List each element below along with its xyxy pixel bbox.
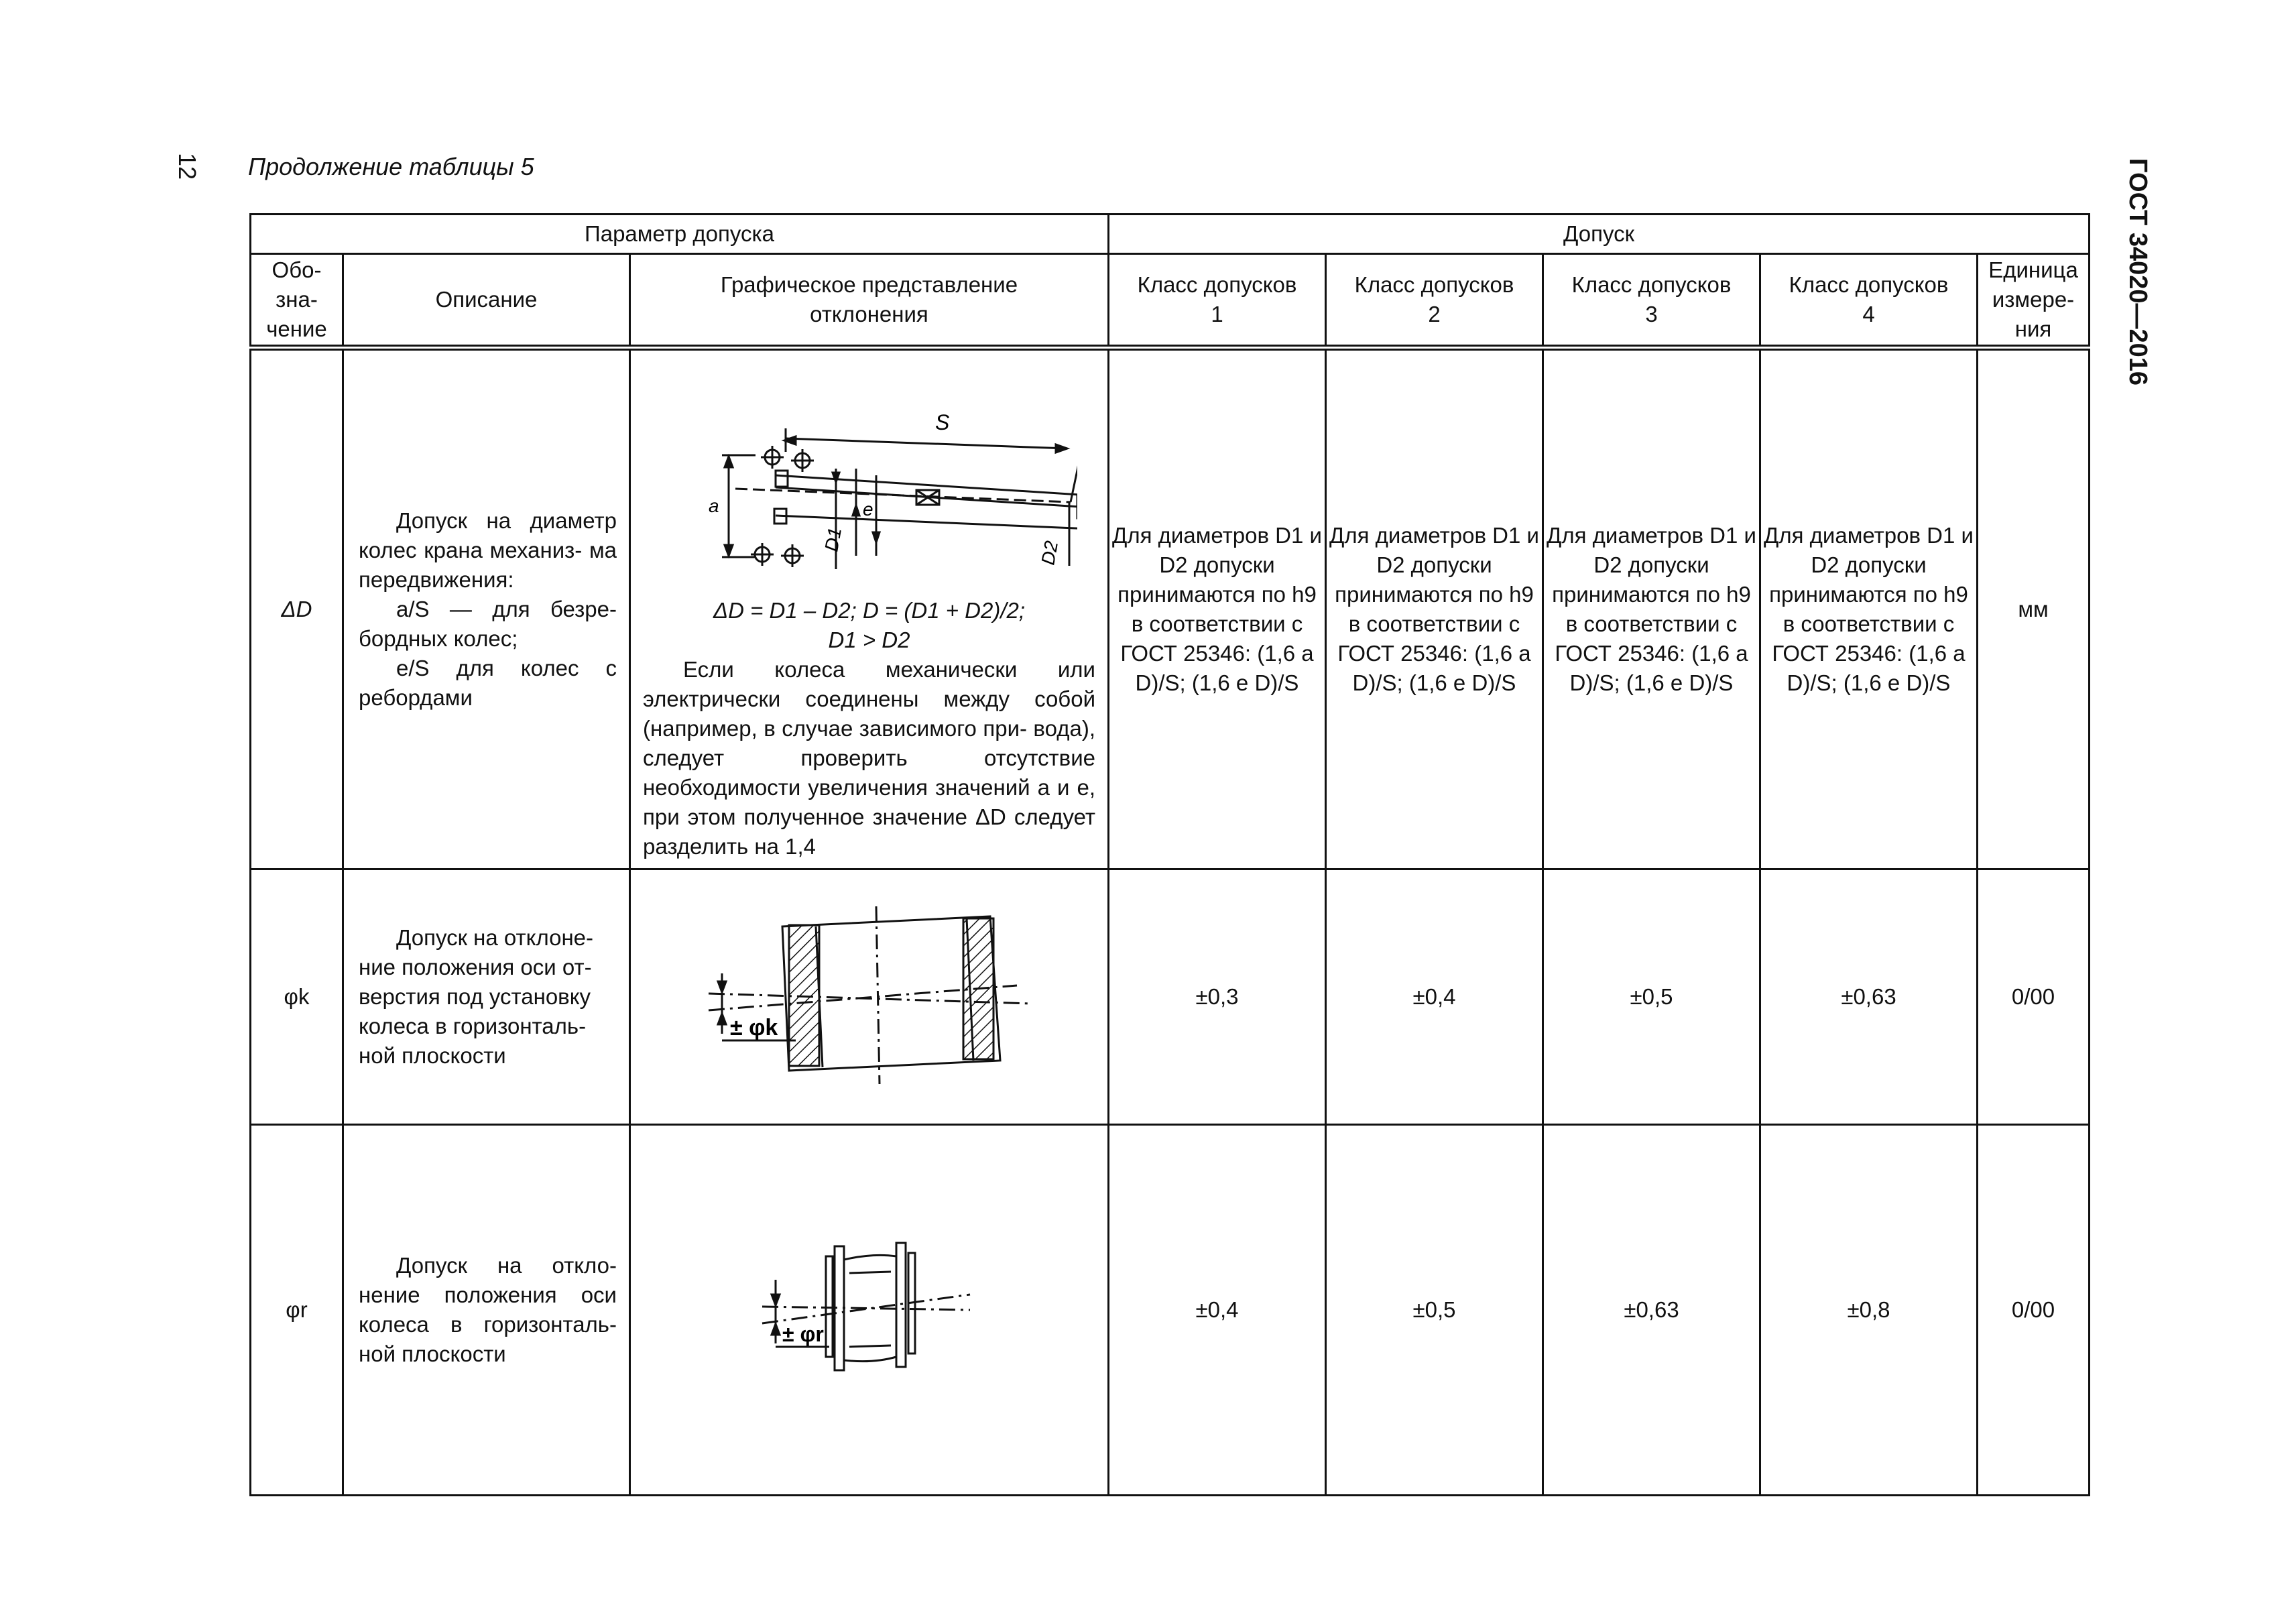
unit-cell: мм [1978, 348, 2090, 869]
formula-line: D1 > D2 [828, 627, 910, 652]
graphic-cell [630, 348, 1109, 869]
header-columns-row [251, 254, 2090, 348]
unit-cell: 0/00 [1978, 1125, 2090, 1496]
label-a: a [708, 495, 719, 516]
tolerance-class-2: Для диаметров D1 и D2 допуски принимаются по h9 в соответствии с ГОСТ 25346: (1,6 a D)/S; (1,6 e D)/S [1326, 348, 1543, 869]
tolerance-class-1: ±0,3 [1109, 869, 1326, 1125]
header-class-1: Класс допусков 1 [1109, 254, 1326, 348]
label-phi-r: ± φr [782, 1322, 824, 1346]
wheel-diameter-diagram [662, 402, 1077, 596]
label-s: S [934, 410, 949, 434]
header-param-group: Параметр допуска [251, 215, 1109, 254]
note-text: Если колеса механически или электрически соединены между собой (например, в случае зависимого при- вода), следует проверить отсутствие необходимости увеличения значений a и e, при этом полученное значение ΔD следует разделить на 1,4 [643, 657, 1095, 859]
graphic-cell [630, 1125, 1109, 1496]
formula-line: ΔD = D1 – D2; D = (D1 + D2)/2; [713, 598, 1026, 623]
label-d1: D1 [820, 526, 845, 554]
label-e: e [862, 499, 873, 520]
document-code: ГОСТ 34020—2016 [2124, 158, 2152, 386]
tolerance-class-3: Для диаметров D1 и D2 допуски принимаются по h9 в соответствии с ГОСТ 25346: (1,6 a D)/S; (1,6 e D)/S [1543, 348, 1760, 869]
page-number: 12 [174, 153, 201, 180]
hole-axis-diagram [695, 906, 1044, 1087]
description-cell [343, 348, 630, 869]
unit-cell: 0/00 [1978, 869, 2090, 1125]
graphic-cell [630, 869, 1109, 1125]
description-text: a/S — для безре- бордных колес; [359, 597, 617, 651]
tolerance-class-4: ±0,63 [1760, 869, 1978, 1125]
table-row [251, 348, 2090, 869]
table-row [251, 1125, 2090, 1496]
label-d2: D2 [1036, 539, 1062, 567]
tolerance-class-4: Для диаметров D1 и D2 допуски принимаются по h9 в соответствии с ГОСТ 25346: (1,6 a D)/S; (1,6 e D)/S [1760, 348, 1978, 869]
header-unit: Единица измере- ния [1978, 254, 2090, 348]
table-row [251, 869, 2090, 1125]
symbol-cell: φk [251, 869, 343, 1125]
tolerance-class-2: ±0,5 [1326, 1125, 1543, 1496]
tolerance-class-1: Для диаметров D1 и D2 допуски принимаются по h9 в соответствии с ГОСТ 25346: (1,6 a D)/S; (1,6 e D)/S [1109, 348, 1326, 869]
header-class-2: Класс допусков 2 [1326, 254, 1543, 348]
tolerance-class-2: ±0,4 [1326, 869, 1543, 1125]
description-text: Допуск на откло- нение положения оси колеса в горизонталь- ной плоскости [359, 1253, 617, 1366]
header-description: Описание [343, 254, 630, 348]
header-graphic: Графическое представление отклонения [630, 254, 1109, 348]
description-cell [343, 869, 630, 1125]
label-phi-k: ± φk [729, 1015, 778, 1040]
table-caption: Продолжение таблицы 5 [248, 153, 534, 180]
header-symbol: Обо- зна- чение [251, 254, 343, 348]
description-text: Допуск на отклоне- ние положения оси от- верстия под установку колеса в горизонталь- ной плоскости [359, 925, 594, 1068]
tolerance-class-3: ±0,63 [1543, 1125, 1760, 1496]
header-class-3: Класс допусков 3 [1543, 254, 1760, 348]
tolerance-table [249, 213, 2090, 1496]
description-cell [343, 1125, 630, 1496]
wheel-axis-diagram [749, 1233, 990, 1387]
symbol-cell: ΔD [251, 348, 343, 869]
tolerance-class-3: ±0,5 [1543, 869, 1760, 1125]
symbol-cell: φr [251, 1125, 343, 1496]
description-text: e/S для колес с ребордами [359, 656, 617, 710]
header-tolerance-group: Допуск [1109, 215, 2090, 254]
header-class-4: Класс допусков 4 [1760, 254, 1978, 348]
description-text: Допуск на диаметр колес крана механиз- ма передвижения: [359, 508, 617, 592]
tolerance-class-1: ±0,4 [1109, 1125, 1326, 1496]
header-group-row [251, 215, 2090, 254]
tolerance-class-4: ±0,8 [1760, 1125, 1978, 1496]
